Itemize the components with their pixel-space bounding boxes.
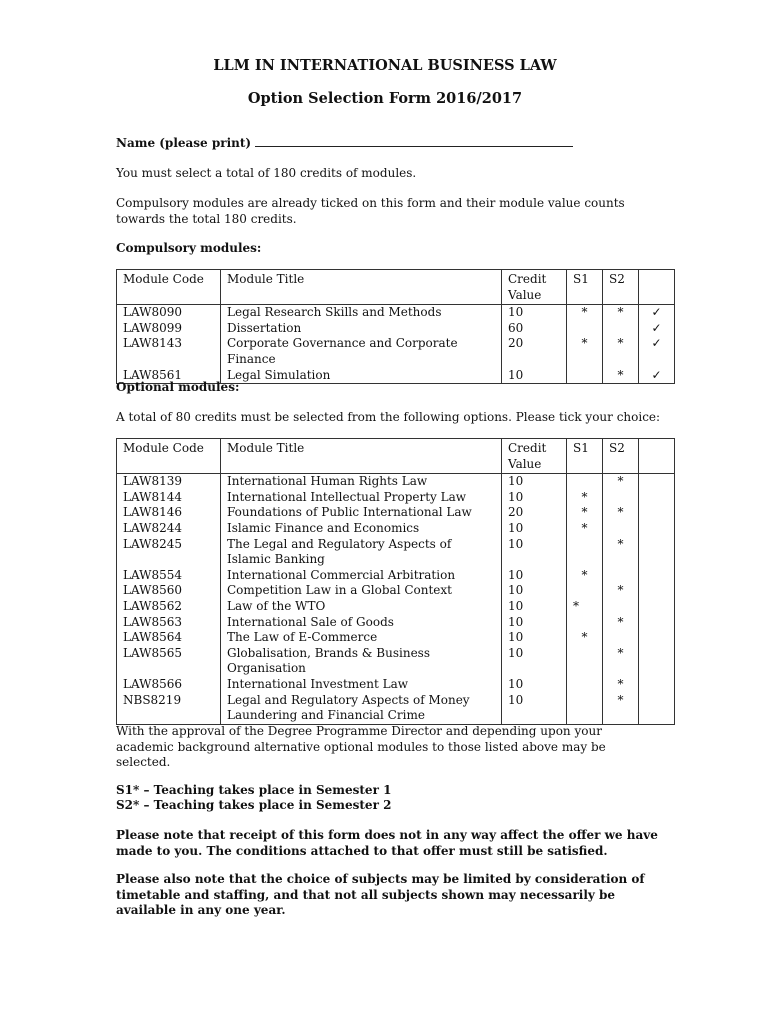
table-row	[117, 336, 675, 367]
module-credit: 10	[502, 568, 567, 584]
choice-tick-cell[interactable]	[639, 521, 675, 537]
module-credit: 20	[502, 336, 567, 367]
module-title: The Legal and Regulatory Aspects of Islamic Banking	[221, 537, 502, 568]
table-row	[117, 693, 675, 725]
module-title: Legal and Regulatory Aspects of Money Laundering and Financial Crime	[221, 693, 502, 725]
module-credit: 10	[502, 474, 567, 490]
module-credit: 10	[502, 677, 567, 693]
module-code: LAW8561	[117, 368, 221, 384]
module-title: Legal Research Skills and Methods	[221, 305, 502, 321]
column-header-choice	[639, 439, 675, 474]
choice-tick-cell[interactable]	[639, 490, 675, 506]
name-field-label: Name (please print)	[116, 136, 252, 150]
optional-heading: Optional modules:	[116, 380, 240, 394]
name-field-row	[116, 136, 661, 152]
table-header-row	[117, 439, 675, 474]
module-title: International Investment Law	[221, 677, 502, 693]
table-row	[117, 490, 675, 506]
checkmark-icon: ✓	[639, 336, 675, 367]
table-row	[117, 305, 675, 321]
column-header-code: Module Code	[117, 439, 221, 474]
semester-1-mark	[567, 321, 603, 337]
module-credit: 10	[502, 368, 567, 384]
module-credit: 10	[502, 646, 567, 677]
semester-2-mark: *	[603, 646, 639, 677]
module-title: The Law of E-Commerce	[221, 630, 502, 646]
total-credits-text: You must select a total of 180 credits of modules.	[116, 166, 417, 180]
table-row	[117, 505, 675, 521]
module-credit: 10	[502, 490, 567, 506]
table-row	[117, 537, 675, 568]
column-header-code: Module Code	[117, 270, 221, 305]
module-title: Globalisation, Brands & Business Organisation	[221, 646, 502, 677]
table-row	[117, 646, 675, 677]
table-header-row	[117, 270, 675, 305]
module-code: NBS8219	[117, 693, 221, 725]
semester-1-mark	[567, 537, 603, 568]
semester-2-mark: *	[603, 537, 639, 568]
module-credit: 10	[502, 599, 567, 615]
column-header-s1: S1	[567, 270, 603, 305]
table-row	[117, 615, 675, 631]
semester-1-mark: *	[567, 568, 603, 584]
choice-tick-cell[interactable]	[639, 615, 675, 631]
optional-instruction: A total of 80 credits must be selected from the following options. Please tick your choice:	[116, 410, 661, 424]
choice-tick-cell[interactable]	[639, 693, 675, 725]
module-code: LAW8245	[117, 537, 221, 568]
choice-tick-cell[interactable]	[639, 537, 675, 568]
choice-tick-cell[interactable]	[639, 505, 675, 521]
s2-legend: S2* – Teaching takes place in Semester 2	[116, 798, 392, 812]
semester-2-mark: *	[603, 305, 639, 321]
semester-1-mark	[567, 646, 603, 677]
table-row	[117, 474, 675, 490]
module-title: International Human Rights Law	[221, 474, 502, 490]
compulsory-heading: Compulsory modules:	[116, 241, 262, 255]
offer-note: Please note that receipt of this form does not in any way affect the offer we have made to you. The conditions attached to that offer must still be satisfied.	[116, 828, 658, 858]
semester-1-mark: *	[567, 630, 603, 646]
module-title: Law of the WTO	[221, 599, 502, 615]
compulsory-modules-table	[116, 269, 675, 384]
semester-1-mark	[567, 583, 603, 599]
module-code: LAW8244	[117, 521, 221, 537]
choice-tick-cell[interactable]	[639, 474, 675, 490]
table-row	[117, 677, 675, 693]
column-header-s2: S2	[603, 439, 639, 474]
column-header-title: Module Title	[221, 439, 502, 474]
module-code: LAW8565	[117, 646, 221, 677]
module-code: LAW8566	[117, 677, 221, 693]
module-credit: 10	[502, 537, 567, 568]
choice-tick-cell[interactable]	[639, 583, 675, 599]
choice-tick-cell[interactable]	[639, 599, 675, 615]
semester-2-mark: *	[603, 677, 639, 693]
semester-2-mark: *	[603, 615, 639, 631]
checkmark-icon: ✓	[639, 368, 675, 384]
checkmark-icon: ✓	[639, 305, 675, 321]
semester-1-mark: *	[567, 599, 603, 615]
table-row	[117, 321, 675, 337]
compulsory-note-text: Compulsory modules are already ticked on this form and their module value counts towards the total 180 credits.	[116, 196, 625, 226]
module-code: LAW8562	[117, 599, 221, 615]
column-header-s1: S1	[567, 439, 603, 474]
document-title: LLM IN INTERNATIONAL BUSINESS LAW	[213, 57, 557, 74]
semester-2-mark	[603, 490, 639, 506]
module-credit: 10	[502, 693, 567, 725]
semester-1-mark: *	[567, 521, 603, 537]
module-title: Foundations of Public International Law	[221, 505, 502, 521]
document-subtitle: Option Selection Form 2016/2017	[247, 90, 523, 107]
checkmark-icon: ✓	[639, 321, 675, 337]
module-code: LAW8143	[117, 336, 221, 367]
module-credit: 10	[502, 305, 567, 321]
semester-1-mark	[567, 615, 603, 631]
semester-2-mark: *	[603, 505, 639, 521]
module-credit: 10	[502, 615, 567, 631]
module-code: LAW8099	[117, 321, 221, 337]
module-code: LAW8090	[117, 305, 221, 321]
column-header-credit: Credit Value	[502, 270, 567, 305]
column-header-credit: Credit Value	[502, 439, 567, 474]
module-code: LAW8560	[117, 583, 221, 599]
semester-1-mark: *	[567, 490, 603, 506]
semester-1-mark	[567, 693, 603, 725]
choice-tick-cell[interactable]	[639, 646, 675, 677]
semester-1-mark: *	[567, 305, 603, 321]
choice-tick-cell[interactable]	[639, 677, 675, 693]
semester-1-mark: *	[567, 505, 603, 521]
table-row	[117, 583, 675, 599]
semester-2-mark: *	[603, 693, 639, 725]
semester-2-mark	[603, 630, 639, 646]
semester-2-mark	[603, 599, 639, 615]
semester-2-mark: *	[603, 368, 639, 384]
module-code: LAW8563	[117, 615, 221, 631]
module-title: Corporate Governance and Corporate Finance	[221, 336, 502, 367]
table-row	[117, 521, 675, 537]
module-title: Dissertation	[221, 321, 502, 337]
semester-1-mark	[567, 474, 603, 490]
semester-2-mark: *	[603, 583, 639, 599]
module-credit: 10	[502, 521, 567, 537]
module-title: International Intellectual Property Law	[221, 490, 502, 506]
semester-2-mark: *	[603, 336, 639, 367]
name-field-line[interactable]	[255, 136, 573, 147]
module-title: Legal Simulation	[221, 368, 502, 384]
module-title: Islamic Finance and Economics	[221, 521, 502, 537]
module-credit: 10	[502, 583, 567, 599]
choice-tick-cell[interactable]	[639, 630, 675, 646]
column-header-title: Module Title	[221, 270, 502, 305]
module-credit: 10	[502, 630, 567, 646]
semester-1-mark	[567, 677, 603, 693]
module-code: LAW8554	[117, 568, 221, 584]
table-row	[117, 599, 675, 615]
module-code: LAW8139	[117, 474, 221, 490]
semester-2-mark: *	[603, 474, 639, 490]
s1-legend: S1* – Teaching takes place in Semester 1	[116, 783, 392, 797]
module-title: International Commercial Arbitration	[221, 568, 502, 584]
semester-2-mark	[603, 568, 639, 584]
timetable-note: Please also note that the choice of subjects may be limited by consideration of timetable and staffing, and that not all subjects shown may necessarily be available in any one year.	[116, 872, 645, 917]
module-code: LAW8564	[117, 630, 221, 646]
semester-1-mark: *	[567, 336, 603, 367]
module-title: International Sale of Goods	[221, 615, 502, 631]
module-code: LAW8146	[117, 505, 221, 521]
semester-2-mark	[603, 321, 639, 337]
choice-tick-cell[interactable]	[639, 568, 675, 584]
approval-note: With the approval of the Degree Programme Director and depending upon your academic background alternative optional modules to those listed above may be selected.	[116, 724, 606, 769]
module-title: Competition Law in a Global Context	[221, 583, 502, 599]
column-header-tick	[639, 270, 675, 305]
table-row	[117, 568, 675, 584]
optional-modules-table	[116, 438, 675, 725]
module-credit: 60	[502, 321, 567, 337]
column-header-s2: S2	[603, 270, 639, 305]
table-row	[117, 630, 675, 646]
module-code: LAW8144	[117, 490, 221, 506]
module-credit: 20	[502, 505, 567, 521]
semester-2-mark	[603, 521, 639, 537]
